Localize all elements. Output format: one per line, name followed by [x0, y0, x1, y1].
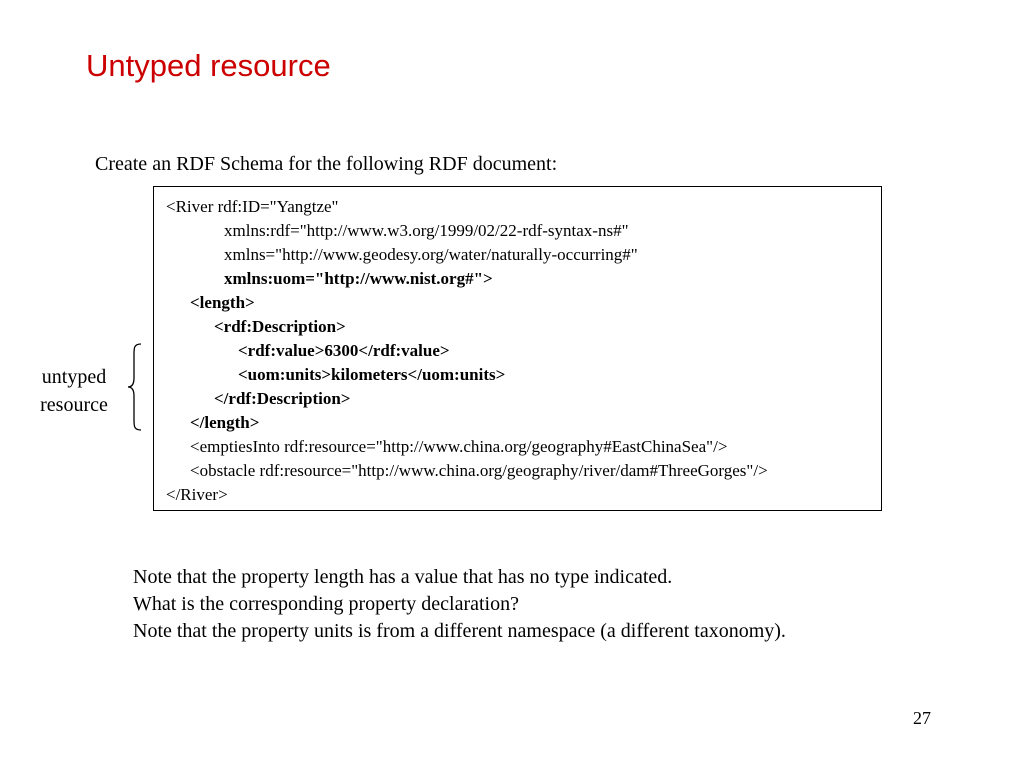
code-line-5: <length> — [190, 293, 255, 312]
slide-title: Untyped resource — [86, 48, 331, 83]
code-line-8: <uom:units>kilometers</uom:units> — [238, 365, 506, 384]
code-line-10: </length> — [190, 413, 260, 432]
code-line-13: </River> — [166, 485, 228, 504]
code-line-4: xmlns:uom="http://www.nist.org#"> — [224, 269, 493, 288]
code-line-9: </rdf:Description> — [214, 389, 351, 408]
code-line-1: <River rdf:ID="Yangtze" — [166, 197, 339, 216]
curly-brace-icon — [126, 342, 144, 432]
code-line-11: <emptiesInto rdf:resource="http://www.china.org/geography#EastChinaSea"/> — [190, 437, 728, 456]
code-line-3: xmlns="http://www.geodesy.org/water/naturally-occurring#" — [224, 245, 638, 264]
note-line-1: Note that the property length has a value that has no type indicated. — [133, 566, 673, 588]
code-line-12: <obstacle rdf:resource="http://www.china.org/geography/river/dam#ThreeGorges"/> — [190, 461, 768, 480]
side-label-line-1: untyped — [41, 366, 107, 388]
code-line-2: xmlns:rdf="http://www.w3.org/1999/02/22-rdf-syntax-ns#" — [224, 221, 629, 240]
note-line-3: Note that the property units is from a different namespace (a different taxonomy). — [133, 620, 786, 642]
intro-text: Create an RDF Schema for the following RDF document: — [95, 153, 558, 175]
rdf-code-box — [153, 186, 882, 511]
code-line-7: <rdf:value>6300</rdf:value> — [238, 341, 450, 360]
code-line-6: <rdf:Description> — [214, 317, 346, 336]
untyped-resource-label — [28, 363, 120, 419]
side-label-line-2: resource — [40, 394, 108, 416]
page-number: 27 — [913, 708, 931, 728]
note-line-2: What is the corresponding property declaration? — [133, 593, 519, 615]
